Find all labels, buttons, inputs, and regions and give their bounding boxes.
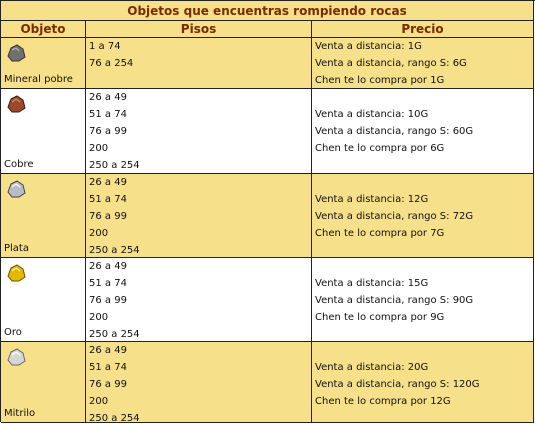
objeto-header: Objeto <box>1 21 86 38</box>
floor-range: 26 a 49 <box>89 92 127 103</box>
floor-list <box>86 174 140 259</box>
table-row <box>1 89 534 174</box>
s-rank-price: Venta a distancia, rango S: 90G <box>315 295 474 306</box>
floor-range: 51 a 74 <box>89 362 127 373</box>
s-rank-price: Venta a distancia, rango S: 120G <box>315 379 480 390</box>
price-cell <box>312 342 534 423</box>
floor-range: 250 a 254 <box>89 160 140 171</box>
chen-price: Chen te lo compra por 6G <box>315 143 445 154</box>
floor-range: 200 <box>89 312 109 323</box>
pisos-header: Pisos <box>86 21 312 38</box>
floor-range: 250 a 254 <box>89 413 140 424</box>
floor-range: 1 a 74 <box>89 41 121 52</box>
gold-ore-icon <box>5 263 27 283</box>
floor-range: 76 a 99 <box>89 295 127 306</box>
floors-cell <box>86 342 312 423</box>
table-row <box>1 38 534 89</box>
floor-range: 26 a 49 <box>89 177 127 188</box>
floor-list <box>86 89 140 174</box>
chen-price: Chen te lo compra por 12G <box>315 396 451 407</box>
object-cell <box>1 174 86 258</box>
floors-cell <box>86 38 312 89</box>
ore-name: Mineral pobre <box>4 74 73 85</box>
silver-ore-icon <box>5 179 27 199</box>
ore-name: Plata <box>4 243 29 254</box>
table-row <box>1 174 534 258</box>
distance-price: Venta a distancia: 1G <box>315 41 422 52</box>
table-row <box>1 258 534 342</box>
floor-range: 26 a 49 <box>89 261 127 272</box>
chen-price: Chen te lo compra por 7G <box>315 228 445 239</box>
price-list <box>312 106 473 157</box>
price-list <box>312 191 473 242</box>
object-cell <box>1 342 86 423</box>
price-cell <box>312 174 534 258</box>
price-list <box>312 275 473 326</box>
floor-list <box>86 342 140 427</box>
s-rank-price: Venta a distancia, rango S: 6G <box>315 58 467 69</box>
floor-range: 51 a 74 <box>89 278 127 289</box>
price-cell <box>312 258 534 342</box>
chen-price: Chen te lo compra por 1G <box>315 75 445 86</box>
floor-range: 250 a 254 <box>89 329 140 340</box>
floor-range: 51 a 74 <box>89 109 127 120</box>
table-title: Objetos que encuentras rompiendo rocas <box>1 1 534 21</box>
floor-range: 76 a 99 <box>89 126 127 137</box>
distance-price: Venta a distancia: 10G <box>315 109 429 120</box>
floor-range: 26 a 49 <box>89 345 127 356</box>
s-rank-price: Venta a distancia, rango S: 72G <box>315 211 474 222</box>
price-cell <box>312 89 534 174</box>
price-list <box>312 359 480 410</box>
copper-ore-icon <box>5 94 27 114</box>
mithril-ore-icon <box>5 347 27 367</box>
object-cell <box>1 38 86 89</box>
floor-range: 200 <box>89 143 109 154</box>
floor-range: 200 <box>89 228 109 239</box>
precio-header: Precio <box>312 21 534 38</box>
grey-ore-icon <box>5 43 27 63</box>
table-row <box>1 342 534 423</box>
distance-price: Venta a distancia: 12G <box>315 194 429 205</box>
floor-range: 51 a 74 <box>89 194 127 205</box>
ore-name: Oro <box>4 327 22 338</box>
distance-price: Venta a distancia: 20G <box>315 362 429 373</box>
floor-range: 200 <box>89 396 109 407</box>
price-list <box>312 38 467 89</box>
floor-range: 76 a 99 <box>89 211 127 222</box>
floor-list <box>86 38 133 72</box>
ore-name: Cobre <box>4 159 34 170</box>
floor-range: 76 a 254 <box>89 58 134 69</box>
distance-price: Venta a distancia: 15G <box>315 278 429 289</box>
object-cell <box>1 258 86 342</box>
floors-cell <box>86 89 312 174</box>
floor-list <box>86 258 140 343</box>
floors-cell <box>86 258 312 342</box>
price-cell <box>312 38 534 89</box>
chen-price: Chen te lo compra por 9G <box>315 312 445 323</box>
s-rank-price: Venta a distancia, rango S: 60G <box>315 126 474 137</box>
floor-range: 250 a 254 <box>89 245 140 256</box>
object-cell <box>1 89 86 174</box>
floors-cell <box>86 174 312 258</box>
ore-name: Mitrilo <box>4 408 36 419</box>
floor-range: 76 a 99 <box>89 379 127 390</box>
